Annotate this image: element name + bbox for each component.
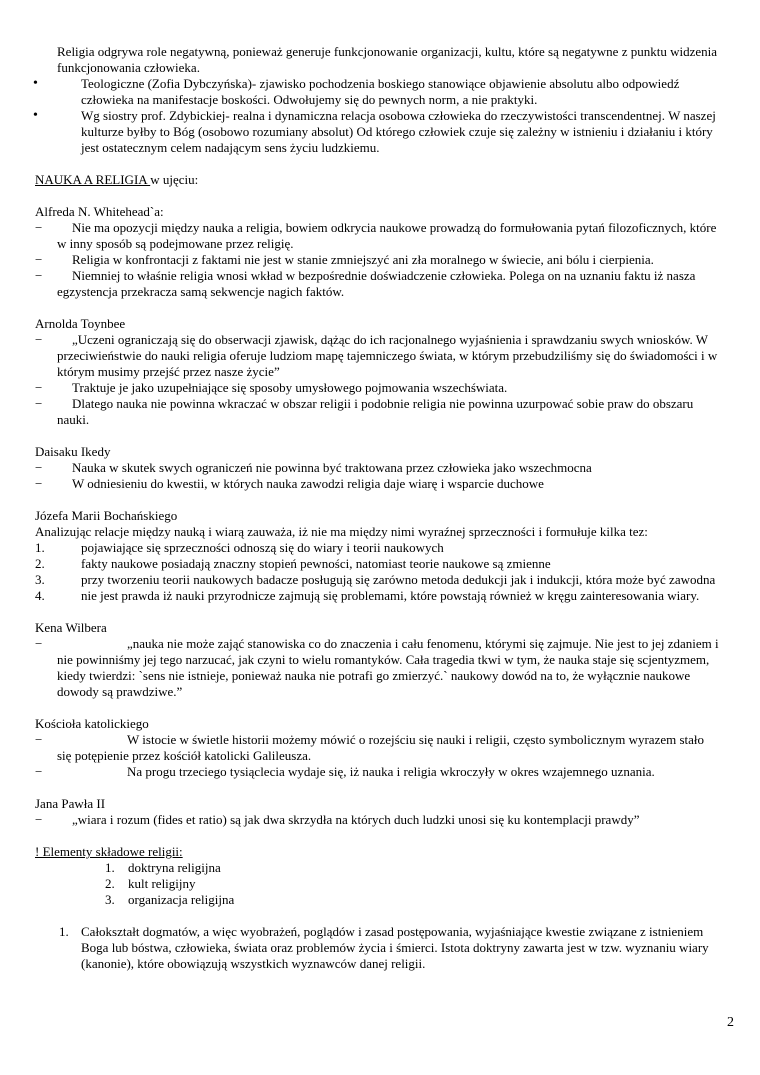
definition-item [0, 924, 760, 972]
number-marker: 1. [59, 924, 69, 939]
number-marker: 3. [35, 572, 45, 587]
bullet-text: Wg siostry prof. Zdybickiej- realna i dynamiczna relacja osobowa człowieka do rzeczywistości transcendentnej. W naszej kulturze byłby to Bóg (osobowo rozumiany absolut) Od którego człowiek czuje się zależny w istnieniu i działaniu i który jest ostatecznym celem nadającym sens życiu ludzkiemu. [81, 108, 716, 155]
list-item-text: „wiara i rozum (fides et ratio) są jak dwa skrzydła na których duch ludzki unosi się ku kontemplacji prawdy” [72, 812, 640, 827]
heading-wilber: Kena Wilbera [35, 620, 107, 635]
numbered-item-text: fakty naukowe posiadają znaczny stopień pewności, natomiast teorie naukowe są zmienne [81, 556, 551, 571]
dash-marker: − [35, 252, 43, 267]
numbered-item-text: pojawiające się sprzeczności odnoszą się do wiary i teorii naukowych [81, 540, 444, 555]
bullet-item [0, 108, 760, 156]
elements-item [0, 892, 760, 908]
list-item-text: Traktuje je jako uzupełniające się sposoby umysłowego pojmowania wszechświata. [72, 380, 508, 395]
heading-toynbee: Arnolda Toynbee [35, 316, 126, 331]
bullet-text: Teologiczne (Zofia Dybczyńska)- zjawisko pochodzenia boskiego stanowiące objawienie absolutu albo odpowiedź człowieka na manifestacje boskości. Odwołujemy się do pewnych norm, a nie praktyki. [81, 76, 680, 107]
list-item-text: „Uczeni ograniczają się do obserwacji zjawisk, dążąc do ich racjonalnego wyjaśnienia i sprawdzaniu swych wniosków. W przeciwieństwie do nauki religia oferuje ludziom mapę tajemniczego świata, w którym przebudziliśmy się do świadomości i w którym musimy przejść przez nasze życie” [57, 332, 718, 379]
dash-marker: − [35, 764, 43, 779]
number-marker: 2. [35, 556, 45, 571]
dash-marker: − [35, 380, 43, 395]
heading-jp2: Jana Pawła II [35, 796, 106, 811]
numbered-item [0, 572, 760, 588]
bullet-marker: • [33, 108, 38, 123]
bullet-item [0, 76, 760, 108]
list-item [0, 252, 760, 268]
heading-church: Kościoła katolickiego [35, 716, 149, 731]
bullet-marker: • [33, 76, 38, 91]
elements-item-text: kult religijny [128, 876, 196, 891]
list-item [0, 460, 760, 476]
number-marker: 1. [105, 860, 115, 875]
number-marker: 2. [105, 876, 115, 891]
list-item [0, 380, 760, 396]
section-title-underlined: NAUKA A RELIGIA [35, 172, 151, 187]
definition-text: Całokształt dogmatów, a więc wyobrażeń, poglądów i zasad postępowania, wyjaśniające kwestie związane z istnieniem Boga lub bóstwa, człowieka, świata oraz problemów życia i śmierci. Istota doktryny zawarta jest w tzw. wyznaniu wiary (kanonie), które obowiązują wszystkich wyznawców danej religii. [81, 924, 709, 971]
list-item-text: W odniesieniu do kwestii, w których nauka zawodzi religia daje wiarę i wsparcie duchowe [72, 476, 544, 491]
numbered-item [0, 588, 760, 604]
list-item [0, 220, 760, 252]
list-item [0, 332, 760, 380]
page-number: 2 [727, 1015, 734, 1030]
bochenski-intro: Analizując relacje między nauką i wiarą zauważa, iż nie ma między nimi wyraźnej sprzeczności i formułuje kilka tez: [35, 524, 648, 539]
heading-elements [0, 844, 760, 860]
dash-marker: − [35, 396, 43, 411]
dash-marker: − [35, 812, 43, 827]
list-item [0, 396, 760, 428]
list-item-text: Religia w konfrontacji z faktami nie jest w stanie zmniejszyć ani zła moralnego w świecie, ani bólu i cierpienia. [72, 252, 654, 267]
numbered-item-text: nie jest prawda iż nauki przyrodnicze zajmują się problemami, które powstają również w kręgu zainteresowania wiary. [81, 588, 700, 603]
section-title [0, 172, 760, 188]
number-marker: 3. [105, 892, 115, 907]
elements-heading-text: ! Elementy składowe religii: [35, 844, 183, 859]
list-item-text: Nie ma opozycji między nauka a religia, bowiem odkrycia naukowe prowadzą do formułowania pytań filozoficznych, które w inny sposób są podejmowane przez religię. [57, 220, 717, 251]
list-item-text: Niemniej to właśnie religia wnosi wkład w bezpośrednie doświadczenie człowieka. Polega on na uznaniu faktu iż nasza egzystencja przekracza samą sekwencje nagich faktów. [57, 268, 696, 299]
list-item-text: Dlatego nauka nie powinna wkraczać w obszar religii i podobnie religia nie powinna uzurpować sobie praw do obszaru nauki. [57, 396, 694, 427]
list-item-text: Na progu trzeciego tysiąclecia wydaje się, iż nauka i religia wkroczyły w okres wzajemnego uznania. [127, 764, 655, 779]
elements-item [0, 876, 760, 892]
number-marker: 1. [35, 540, 45, 555]
dash-marker: − [35, 332, 43, 347]
numbered-item-text: przy tworzeniu teorii naukowych badacze posługują się zarówno metoda dedukcji jak i indukcji, która może być zawodna [81, 572, 716, 587]
dash-marker: − [35, 732, 43, 747]
numbered-item [0, 540, 760, 556]
page-content [0, 44, 760, 972]
list-item [0, 268, 760, 300]
list-item [0, 636, 760, 700]
dash-marker: − [35, 220, 43, 235]
dash-marker: − [35, 268, 43, 283]
dash-marker: − [35, 636, 43, 651]
elements-item [0, 860, 760, 876]
list-item-text: „nauka nie może zająć stanowiska co do znaczenia i cału fenomenu, którymi się zajmuje. Nie jest to jej zdaniem i nie powinniśmy jej tego narzucać, jak czyni to wielu romantyków. Cała tragedia tkwi w tym, że nauka staje się scjentyzmem, kiedy twierdzi: `sens nie istnieje, ponieważ nauka nie potrafi go zmierzyć.` naukowy dowód na to, że wyłącznie naukowe dowody są prawdziwe.” [57, 636, 719, 699]
numbered-item [0, 556, 760, 572]
list-item-text: W istocie w świetle historii możemy mówić o rozejściu się nauki i religii, często symbolicznym wyrazem stało się potępienie przez kościół katolicki Galileusza. [57, 732, 705, 763]
heading-ikeda: Daisaku Ikedy [35, 444, 111, 459]
list-item-text: Nauka w skutek swych ograniczeń nie powinna być traktowana przez człowieka jako wszechmocna [72, 460, 592, 475]
dash-marker: − [35, 460, 43, 475]
list-item [0, 812, 760, 828]
section-title-rest: w ujęciu: [150, 172, 199, 187]
list-item [0, 732, 760, 764]
elements-item-text: doktryna religijna [128, 860, 221, 875]
list-item [0, 476, 760, 492]
intro-continuation: Religia odgrywa role negatywną, ponieważ generuje funkcjonowanie organizacji, kultu, które są negatywne z punktu widzenia funkcjonowania człowieka. [57, 44, 718, 75]
heading-bochenski: Józefa Marii Bochańskiego [35, 508, 178, 523]
heading-whitehead: Alfreda N. Whitehead`a: [35, 204, 164, 219]
list-item [0, 764, 760, 780]
number-marker: 4. [35, 588, 45, 603]
elements-item-text: organizacja religijna [128, 892, 235, 907]
dash-marker: − [35, 476, 43, 491]
